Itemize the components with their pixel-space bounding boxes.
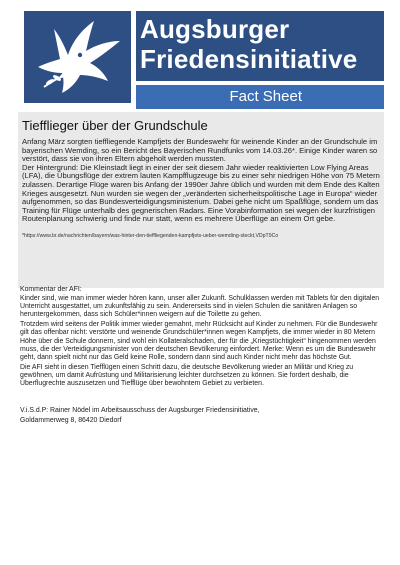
logo — [24, 11, 131, 103]
comment-paragraph-2: Trotzdem wird seitens der Politik immer wieder gemahnt, mehr Rücksicht auf Kinder zu nehmen. Für die Bundeswehr gilt das offenbar nicht: verstörte und weinende Grundschüler*innen wegen Kampfjets, die immer wieder in 80 Metern Höhe über die Schule donnern, sind wohl ein Kollateralschaden, der für die „Kriegstüchtigkeit“ hingenommen werden muss, die der Verteidigungsminister von der deutschen Bevölkerung einfordert. Merke: Wenn es um die Bundeswehr geht, dann spielt nicht nur das Geld keine Rolle, sondern dann sind auch Kinder nicht mehr das höchste Gut. — [20, 321, 378, 361]
article-paragraph-2: Der Hintergrund: Die Kleinstadt liegt in einer der seit diesem Jahr wieder reaktivierten Low Flying Areas (LFA), die Übungsflüge der extrem lauten Kampfflugzeuge bis zu einer sehr niedrigen Höhe von 75 Metern zulassen. Derartige Flüge waren bis Anfang der 1990er Jahre üblich und wurden mit dem Ende des Kalten Krieges ausgesetzt. Nun wurden sie wegen der „veränderten sicherheitspolitische Lage in Europa“ wieder aufgenommen, so das Bundesverteidigungsministerium. Dabei gehe nicht um Spaßflüge, sondern um das Training für Flüge unterhalb des gegnerischen Radars. Eine Vorabinformation sei wegen der kurzfristigen Routenplanung schwierig und finde nur statt, wenn es mehrere Überflüge an einem Ort gebe. — [22, 162, 380, 224]
imprint-line-1: V.i.S.d.P: Rainer Nödel im Arbeitsausschuss der Augsburger Friedensinitiative, — [20, 407, 260, 414]
header — [24, 11, 384, 103]
subtitle: Fact Sheet — [229, 88, 302, 105]
comment-section — [20, 286, 384, 389]
comment-paragraph-3: Die AFI sieht in diesen Tiefflügen einen Schritt dazu, die deutsche Bevölkerung wieder an Militär und Krieg zu gewöhnen, um damit Aufrüstung und Militarisierung leichter durchsetzen zu können. Sie fordert deshalb, die Überflugrechte auszusetzen und Tiefflüge über bewohntem Gebiet zu verbieten. — [20, 363, 354, 388]
article-box — [18, 112, 384, 288]
subtitle-banner — [136, 85, 384, 109]
comment-paragraph-1: Kinder sind, wie man immer wieder hören kann, unser aller Zukunft. Schulklassen werden mit Tablets für den digitalen Unterricht ausgestattet, um zukunftsfähig zu sein. Andererseits sind in vielen Schulen die sanitären Anlagen so heruntergekommen, dass sich Schüler*innen weigern auf die Toilette zu gehen. — [20, 295, 380, 319]
title-line-2: Friedensinitiative — [140, 44, 358, 74]
imprint-line-2: Goldammerweg 8, 86420 Diedorf — [20, 417, 122, 424]
article-paragraph-1: Anfang März sorgten tieffliegende Kampfjets der Bundeswehr für weinende Kinder an der Grundschule im bayerischen Wemding, so ein Bericht des Bayerischen Rundfunks vom 14.03.26*. Einige Kinder waren so verstört, dass sie von ihren Eltern abgeholt werden mussten. — [22, 137, 378, 164]
title-banner — [136, 11, 384, 81]
comment-label: Kommentar der AFI: — [20, 286, 82, 293]
source-footnote: *https://www.br.de/nachrichten/bayern/was-hinter-den-tieffliegenden-kampfjets-ueber-wemding-steckt,VDpT9Co — [22, 232, 279, 239]
imprint — [20, 406, 384, 426]
title-line-1: Augsburger — [140, 14, 290, 44]
dove-icon — [24, 11, 131, 103]
article-heading: Tiefflieger über der Grundschule — [22, 118, 208, 133]
